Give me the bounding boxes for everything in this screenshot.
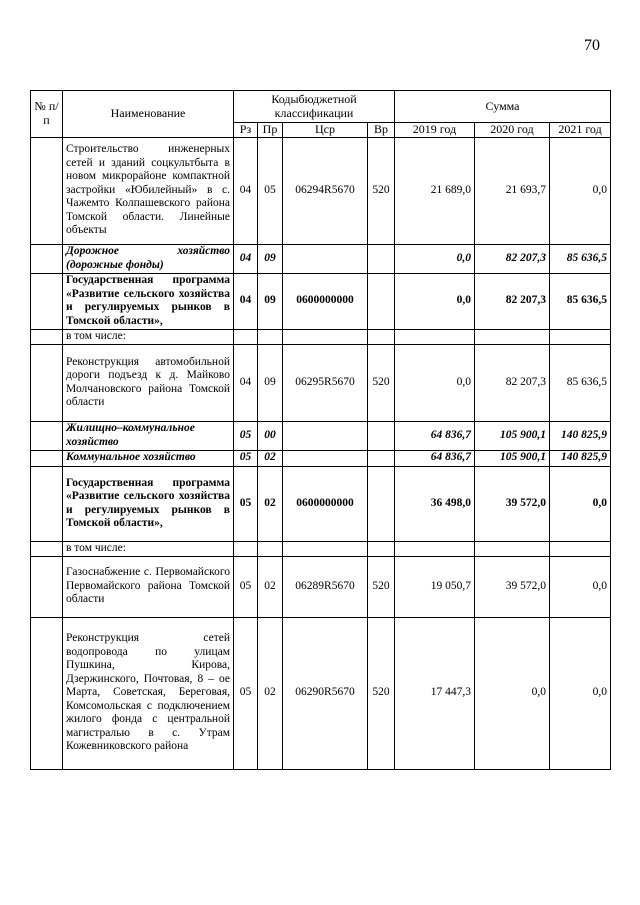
row-name: Реконструкция автомобильной дороги подъезд к д. Майково Молчановского района Томской области bbox=[63, 344, 234, 421]
row-num bbox=[31, 329, 63, 344]
row-name: Реконструкция сетей водопровода по улицам Пушкина, Кирова, Дзержинского, Почтовая, 8 – ое Марта, Советская, Береговая, Комсомольская с подключением жилого фонда с центральной магистралью в с. Утрам Кожевниковского района bbox=[63, 617, 234, 769]
row-rz: 05 bbox=[234, 450, 258, 466]
row-name: Дорожное хозяйство (дорожные фонды) bbox=[63, 244, 234, 273]
row-num bbox=[31, 617, 63, 769]
row-pr: 09 bbox=[258, 244, 283, 273]
header-name: Наименование bbox=[63, 91, 234, 138]
header-2019: 2019 год bbox=[395, 123, 475, 138]
row-rz: 04 bbox=[234, 273, 258, 329]
table-row bbox=[31, 556, 611, 617]
header-2021: 2021 год bbox=[550, 123, 611, 138]
header-row bbox=[31, 91, 611, 123]
row-vr bbox=[368, 273, 395, 329]
header-num: № п/п bbox=[31, 91, 63, 138]
row-name: Газоснабжение с. Первомайского Первомайского района Томской области bbox=[63, 556, 234, 617]
row-name: Коммунальное хозяйство bbox=[63, 450, 234, 466]
row-rz bbox=[234, 541, 258, 556]
table-row bbox=[31, 450, 611, 466]
row-2021: 0,0 bbox=[550, 617, 611, 769]
row-tsr: 06290R5670 bbox=[283, 617, 368, 769]
row-2019: 0,0 bbox=[395, 273, 475, 329]
row-2019: 0,0 bbox=[395, 244, 475, 273]
row-tsr: 06294R5670 bbox=[283, 137, 368, 244]
row-2020: 21 693,7 bbox=[475, 137, 550, 244]
row-2019 bbox=[395, 541, 475, 556]
row-tsr: 06295R5670 bbox=[283, 344, 368, 421]
row-2020: 0,0 bbox=[475, 617, 550, 769]
row-2019: 64 836,7 bbox=[395, 421, 475, 450]
row-2020: 39 572,0 bbox=[475, 466, 550, 541]
row-num bbox=[31, 273, 63, 329]
row-2020: 82 207,3 bbox=[475, 273, 550, 329]
row-vr: 520 bbox=[368, 344, 395, 421]
row-pr: 02 bbox=[258, 556, 283, 617]
row-2020: 39 572,0 bbox=[475, 556, 550, 617]
row-tsr: 0600000000 bbox=[283, 273, 368, 329]
row-name: Государственная программа «Развитие сельского хозяйства и регулируемых рынков в Томской области», bbox=[63, 273, 234, 329]
row-2021 bbox=[550, 329, 611, 344]
row-rz bbox=[234, 329, 258, 344]
row-2021: 0,0 bbox=[550, 556, 611, 617]
row-2020: 82 207,3 bbox=[475, 244, 550, 273]
row-2021 bbox=[550, 541, 611, 556]
row-num bbox=[31, 556, 63, 617]
row-num bbox=[31, 137, 63, 244]
row-2019: 64 836,7 bbox=[395, 450, 475, 466]
row-pr bbox=[258, 329, 283, 344]
table-row bbox=[31, 273, 611, 329]
row-num bbox=[31, 541, 63, 556]
header-vr: Вр bbox=[368, 123, 395, 138]
row-2019: 21 689,0 bbox=[395, 137, 475, 244]
row-2021: 85 636,5 bbox=[550, 244, 611, 273]
row-2020 bbox=[475, 329, 550, 344]
row-rz: 05 bbox=[234, 466, 258, 541]
row-rz: 05 bbox=[234, 556, 258, 617]
row-vr bbox=[368, 244, 395, 273]
row-2020: 105 900,1 bbox=[475, 450, 550, 466]
row-num bbox=[31, 244, 63, 273]
row-2021: 140 825,9 bbox=[550, 450, 611, 466]
header-sum: Сумма bbox=[395, 91, 611, 123]
row-vr: 520 bbox=[368, 556, 395, 617]
row-tsr: 06289R5670 bbox=[283, 556, 368, 617]
row-pr: 09 bbox=[258, 273, 283, 329]
row-vr: 520 bbox=[368, 137, 395, 244]
row-num bbox=[31, 450, 63, 466]
row-name: Государственная программа «Развитие сельского хозяйства и регулируемых рынков в Томской области», bbox=[63, 466, 234, 541]
row-pr: 05 bbox=[258, 137, 283, 244]
row-vr bbox=[368, 541, 395, 556]
row-vr bbox=[368, 329, 395, 344]
row-2021: 85 636,5 bbox=[550, 273, 611, 329]
table-row bbox=[31, 137, 611, 244]
row-rz: 05 bbox=[234, 617, 258, 769]
row-2021: 0,0 bbox=[550, 137, 611, 244]
row-tsr bbox=[283, 421, 368, 450]
budget-table bbox=[30, 90, 611, 770]
row-pr bbox=[258, 541, 283, 556]
row-tsr bbox=[283, 541, 368, 556]
row-num bbox=[31, 344, 63, 421]
row-vr: 520 bbox=[368, 617, 395, 769]
row-2020: 105 900,1 bbox=[475, 421, 550, 450]
row-name: в том числе: bbox=[63, 541, 234, 556]
row-2019: 36 498,0 bbox=[395, 466, 475, 541]
table-row bbox=[31, 329, 611, 344]
row-pr: 02 bbox=[258, 466, 283, 541]
row-2021: 0,0 bbox=[550, 466, 611, 541]
header-codes: Кодыбюджетной классификации bbox=[234, 91, 395, 123]
row-2020 bbox=[475, 541, 550, 556]
row-2021: 85 636,5 bbox=[550, 344, 611, 421]
row-num bbox=[31, 466, 63, 541]
row-name: Строительство инженерных сетей и зданий соцкультбыта в новом микрорайоне компактной застройки «Юбилейный» в с. Чажемто Колпашевского района Томской области. Линейные объекты bbox=[63, 137, 234, 244]
table-row bbox=[31, 344, 611, 421]
row-rz: 04 bbox=[234, 137, 258, 244]
table-row bbox=[31, 541, 611, 556]
row-2019: 17 447,3 bbox=[395, 617, 475, 769]
row-tsr bbox=[283, 450, 368, 466]
row-vr bbox=[368, 421, 395, 450]
row-2019: 19 050,7 bbox=[395, 556, 475, 617]
header-tsr: Цср bbox=[283, 123, 368, 138]
row-rz: 04 bbox=[234, 344, 258, 421]
row-vr bbox=[368, 466, 395, 541]
row-2020: 82 207,3 bbox=[475, 344, 550, 421]
row-tsr bbox=[283, 329, 368, 344]
row-pr: 09 bbox=[258, 344, 283, 421]
row-pr: 02 bbox=[258, 450, 283, 466]
table-row bbox=[31, 421, 611, 450]
header-rz: Рз bbox=[234, 123, 258, 138]
row-2019: 0,0 bbox=[395, 344, 475, 421]
header-pr: Пр bbox=[258, 123, 283, 138]
row-2019 bbox=[395, 329, 475, 344]
table-row bbox=[31, 244, 611, 273]
row-pr: 02 bbox=[258, 617, 283, 769]
row-2021: 140 825,9 bbox=[550, 421, 611, 450]
row-num bbox=[31, 421, 63, 450]
row-tsr bbox=[283, 244, 368, 273]
row-name: в том числе: bbox=[63, 329, 234, 344]
row-rz: 04 bbox=[234, 244, 258, 273]
table-row bbox=[31, 466, 611, 541]
table-row bbox=[31, 617, 611, 769]
row-vr bbox=[368, 450, 395, 466]
row-name: Жилищно–коммунальное хозяйство bbox=[63, 421, 234, 450]
row-rz: 05 bbox=[234, 421, 258, 450]
header-2020: 2020 год bbox=[475, 123, 550, 138]
row-pr: 00 bbox=[258, 421, 283, 450]
page-number: 70 bbox=[584, 37, 600, 54]
row-tsr: 0600000000 bbox=[283, 466, 368, 541]
